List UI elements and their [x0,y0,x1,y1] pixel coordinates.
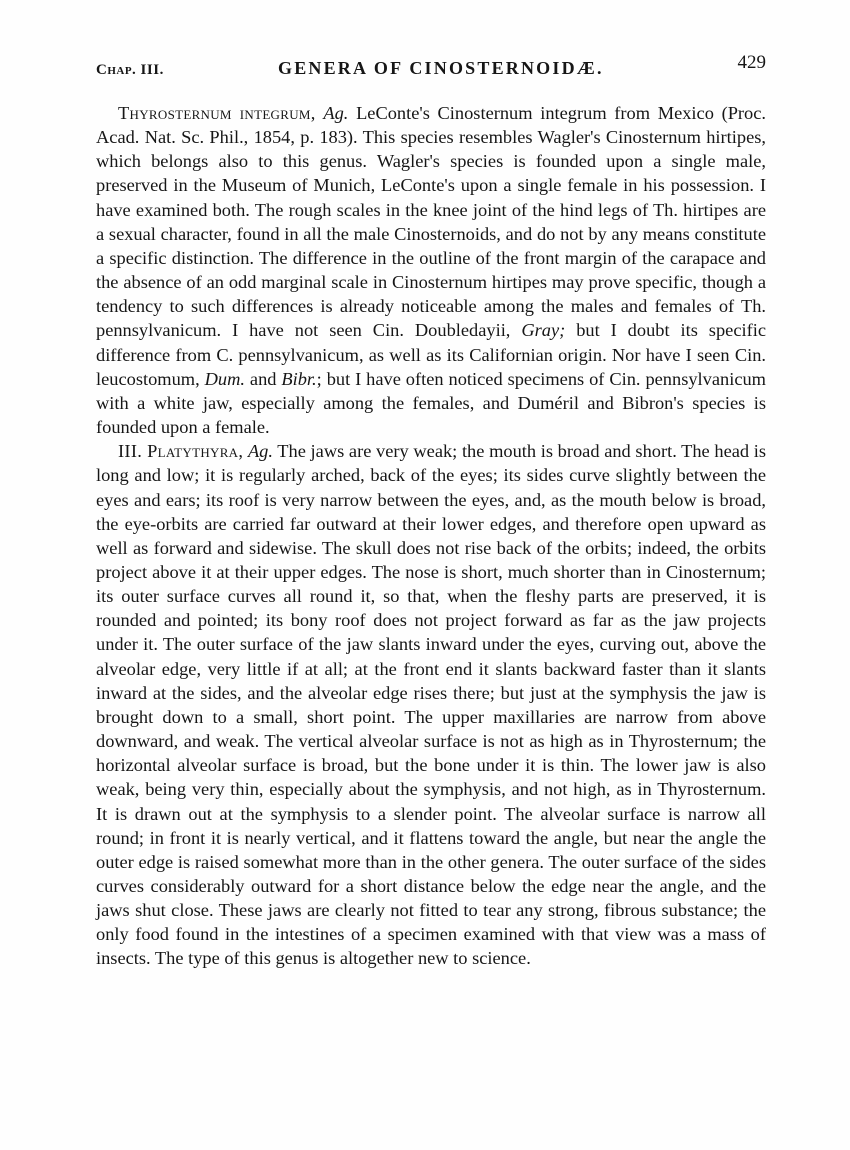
body-text: but I doubt its specific difference from C. pennsylvanicum, as well as its Californian origin. Nor have I seen Cin. leucostomum, [96,320,766,389]
body-text: ; but I have often noticed specimens of Cin. pennsylvanicum with a white jaw, especially among the females, and Duméril and Bibron's species is founded upon a female. [96,368,766,438]
species-author: Ag. [323,103,349,123]
page-body [96,101,766,971]
running-title: GENERA OF CINOSTERNOIDÆ. [278,58,604,78]
paragraph-text [96,103,766,437]
genus-heading: III. Platythyra, [118,441,244,462]
italic-text: Bibr. [281,368,317,389]
paragraph-platythyra [96,439,766,970]
species-heading: Thyrosternum integrum, [118,103,316,123]
italic-text: Gray; [521,320,566,341]
chapter-label: Chap. III. [96,62,164,78]
italic-text: Dum. [204,368,245,389]
page-number: 429 [737,52,766,73]
body-text: and [244,368,282,389]
running-head [96,52,766,82]
body-text: LeConte's Cinosternum integrum from Mexico (Proc. Acad. Nat. Sc. Phil., 1854, p. 183). This species resembles Wagler's Cinosternum hirtipes, which belongs also to this genus. Wagler's species is founded upon a single male, preserved in the Museum of Munich, LeConte's upon a single female in his possession. I have examined both. The rough scales in the knee joint of the hind legs of Th. hirtipes are a sexual character, found in all the male Cinosternoids, and do not by any means constitute a specific distinction. The difference in the outline of the front margin of the carapace and the absence of an odd marginal scale in Cinosternum hirtipes may prove specific, though a tendency to such differences is already noticeable among the males and females of Th. pennsylvanicum. I have not seen Cin. Doubledayii, [96,103,766,341]
body-text: The jaws are very weak; the mouth is broad and short. The head is long and low; it is regularly arched, back of the eyes; its sides curve slightly between the eyes and ears; its roof is very narrow between the eyes, and, as the mouth below is broad, the eye-orbits are carried far outward at their lower edges, and therefore open upward as well as forward and sidewise. The skull does not rise back of the orbits; indeed, the orbits project above it at their upper edges. The nose is short, much shorter than in Cinosternum; its outer surface curves all round it, so that, when the fleshy parts are preserved, it is rounded and pointed; its bony roof does not project forward as far as the jaw projects under it. The outer surface of the jaw slants inward under the eyes, curving out, above the alveolar edge, very little if at all; at the front end it slants backward faster than it slants inward at the sides, and the alveolar edge rises there; but just at the symphysis the jaw is brought down to a small, short point. The upper maxillaries are narrow from above downward, and weak. The vertical alveolar surface is not as high as in Thyrosternum; the horizontal alveolar surface is broad, but the bone under it is thin. The lower jaw is also weak, being very thin, especially about the symphysis, and not high, as in Thyrosternum. It is drawn out at the symphysis to a slender point. The alveolar surface is narrow all round; in front it is nearly vertical, and it flattens toward the angle, but near the angle the outer edge is raised somewhat more than in the other genera. The outer surface of the sides curves considerably outward for a short distance below the edge near the angle, and the jaws shut close. These jaws are clearly not fitted to tear any strong, fibrous substance; the only food found in the intestines of a specimen examined with that view was a mass of insects. The type of this genus is altogether new to science. [96,441,767,969]
paragraph-thyrosternum-integrum [96,101,766,439]
genus-author: Ag. [247,441,273,462]
paragraph-text [96,441,766,968]
